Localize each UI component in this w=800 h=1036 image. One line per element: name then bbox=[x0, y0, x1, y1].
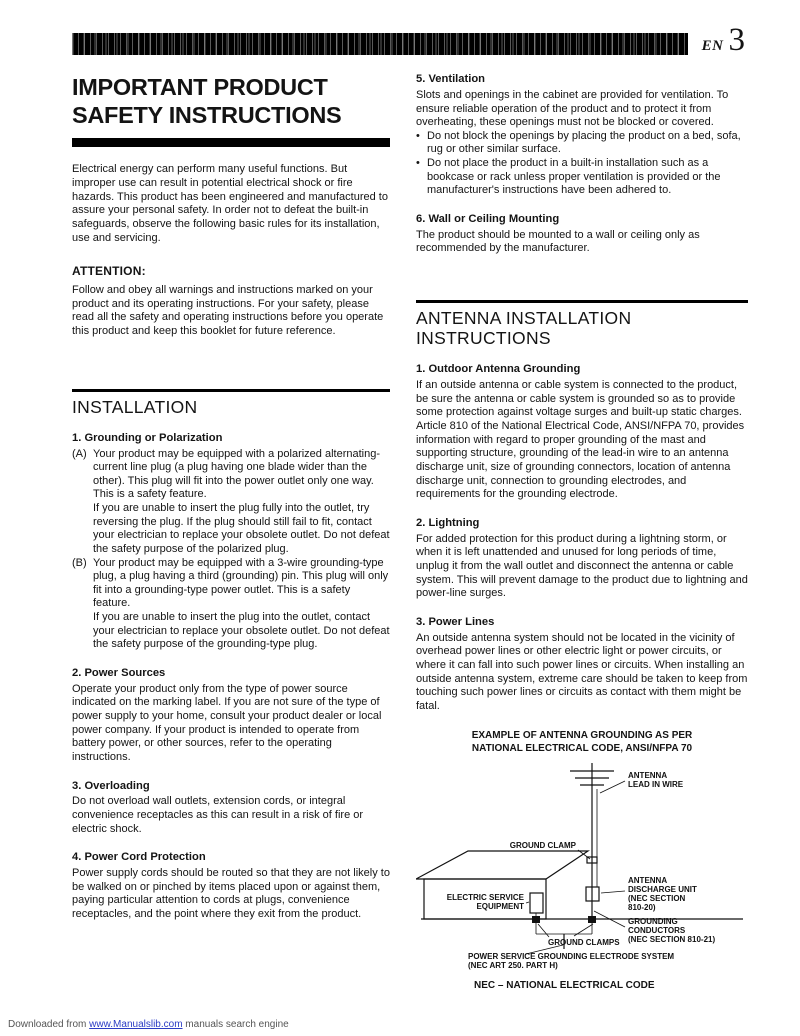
two-column-layout bbox=[72, 73, 748, 993]
section-heading-wall-mounting: 6. Wall or Ceiling Mounting bbox=[416, 212, 560, 225]
discharge-unit-label-line1: ANTENNA bbox=[628, 876, 668, 886]
antenna-heading-line2: INSTRUCTIONS bbox=[416, 328, 551, 349]
section-heading-grounding: 1. Grounding or Polarization bbox=[72, 431, 223, 444]
page-title-line2: SAFETY INSTRUCTIONS bbox=[72, 102, 342, 129]
antenna-section bbox=[416, 300, 748, 713]
diagram-caption bbox=[416, 729, 748, 755]
bullet-text: Do not block the openings by placing the product on a bed, sofa, rug or other similar surface. bbox=[427, 129, 741, 156]
page-number: 3 bbox=[728, 22, 745, 58]
section-heading-outdoor-grounding: 1. Outdoor Antenna Grounding bbox=[416, 363, 581, 376]
electric-service-label-line2: EQUIPMENT bbox=[476, 902, 524, 912]
list-item-b bbox=[72, 557, 390, 652]
grounding-conductors-label-line2: CONDUCTORS bbox=[628, 926, 686, 936]
discharge-unit-label-line4: 810-20) bbox=[628, 903, 656, 913]
list-item-a-body bbox=[93, 448, 390, 557]
right-column bbox=[416, 73, 748, 993]
section-paragraph: For added protection for this product during a lightning storm, or when it is left unattended and unused for long periods of time, unplug it from the wall outlet and disconnect the antenna or cable system. This will prevent damage to the product due to lightning and power-line surges. bbox=[416, 532, 748, 600]
list-marker-b: (B) bbox=[72, 556, 87, 569]
title-underline-bar bbox=[72, 138, 390, 147]
section-paragraph: If you are unable to insert the plug fully into the outlet, try reversing the plug. If the plug should still fail to fit, contact your electrician to replace your obsolete outlet. Do not defeat the safety purpose of the polarized plug. bbox=[93, 502, 390, 555]
ground-clamp-label: GROUND CLAMP bbox=[509, 841, 576, 851]
diagram-caption-line1: EXAMPLE OF ANTENNA GROUNDING AS PER bbox=[471, 730, 693, 742]
bullet-marker: • bbox=[416, 129, 420, 142]
discharge-unit-label-line2: DISCHARGE UNIT bbox=[628, 885, 697, 895]
manualslib-link[interactable]: www.Manualslib.com bbox=[89, 1019, 183, 1030]
bullet-text: Do not place the product in a built-in installation such as a bookcase or rack unless proper ventilation is provided or the manufacturer's instructions have been adhered to. bbox=[427, 157, 721, 197]
section-paragraph: Do not overload wall outlets, extension cords, or integral convenience receptacles as this can result in a risk of fire or electric shock. bbox=[72, 795, 364, 835]
nec-note: NEC – NATIONAL ELECTRICAL CODE bbox=[474, 980, 655, 992]
section-heading-lightning: 2. Lightning bbox=[416, 516, 480, 529]
section-paragraph: The product should be mounted to a wall or ceiling only as recommended by the manufacturer. bbox=[416, 228, 700, 255]
section-paragraph: Power supply cords should be routed so that they are not likely to be walked on or pinched by items placed upon or against them, paying particular attention to cords at plugs, convenience receptacles, and the point where they exit from the product. bbox=[72, 867, 390, 921]
attention-paragraph: Follow and obey all warnings and instructions marked on your product and its operating instructions. For your safety, please read all the safety and operating instructions before you operate this product and keep this booklet for future reference. bbox=[72, 284, 384, 337]
power-service-label-line2: (NEC ART 250. PART H) bbox=[468, 961, 558, 971]
antenna-mast bbox=[570, 763, 614, 919]
ground-clamp-right-box bbox=[588, 916, 596, 923]
discharge-unit-label-line3: (NEC SECTION bbox=[628, 894, 686, 904]
list-item-b-body bbox=[93, 557, 390, 652]
ground-clamp-left-box bbox=[532, 916, 540, 923]
page-title-line1: IMPORTANT PRODUCT bbox=[72, 74, 328, 100]
leader-lines bbox=[526, 781, 625, 954]
electric-service-label-line1: ELECTRIC SERVICE bbox=[446, 893, 524, 903]
bullet-item bbox=[416, 130, 748, 157]
grounding-conductors-label-line3: (NEC SECTION 810-21) bbox=[628, 935, 716, 945]
page-header bbox=[72, 22, 745, 58]
section-paragraph: Slots and openings in the cabinet are provided for ventilation. To ensure reliable operation of the product and to protect it from overheating, these openings must not be blocked or covered. bbox=[416, 88, 729, 129]
installation-section bbox=[72, 389, 390, 922]
attention-heading: ATTENTION: bbox=[72, 264, 146, 279]
section-paragraph: Your product may be equipped with a polarized alternating-current line plug (a plug having one blade wider than the other). This plug will fit into the power outlet only one way. This is a safety feature. bbox=[93, 447, 380, 501]
section-heading-overloading: 3. Overloading bbox=[72, 779, 150, 792]
left-column bbox=[72, 73, 390, 993]
section-heading-ventilation: 5. Ventilation bbox=[416, 73, 486, 85]
antenna-lead-label-line2: LEAD IN WIRE bbox=[628, 780, 684, 790]
list-marker-a: (A) bbox=[72, 447, 87, 460]
section-paragraph: An outside antenna system should not be located in the vicinity of overhead power lines or other electric light or power circuits, or where it can fall into such power lines or circuits. When installing an outside antenna system, extreme care should be taken to keep from touching such power lines or circuits as contact with them might be fatal. bbox=[416, 631, 748, 712]
section-paragraph: Operate your product only from the type of power source indicated on the marking label. If you are not sure of the type of power supply to your home, consult your product dealer or local power company. If your product is intended to operate from battery power, or other sources, refer to the operating instructions. bbox=[72, 682, 382, 763]
language-label: EN bbox=[701, 38, 724, 54]
power-service-label-line1: POWER SERVICE GROUNDING ELECTRODE SYSTEM bbox=[468, 952, 675, 962]
bullet-item bbox=[416, 157, 748, 198]
footer-prefix: Downloaded from bbox=[8, 1019, 90, 1030]
bullet-marker: • bbox=[416, 157, 420, 170]
list-item-a bbox=[72, 448, 390, 557]
antenna-heading-line1: ANTENNA INSTALLATION bbox=[416, 308, 632, 329]
antenna-grounding-diagram-block bbox=[416, 729, 748, 992]
section-heading-power-lines: 3. Power Lines bbox=[416, 615, 495, 628]
footer bbox=[8, 1019, 289, 1030]
section-heading-power-cord: 4. Power Cord Protection bbox=[72, 851, 206, 864]
ground-clamps-label: GROUND CLAMPS bbox=[548, 938, 620, 948]
header-barcode-bar bbox=[72, 33, 688, 55]
installation-heading: INSTALLATION bbox=[72, 389, 390, 417]
antenna-lead-label-line1: ANTENNA bbox=[628, 771, 668, 781]
diagram-caption-line2: NATIONAL ELECTRICAL CODE, ANSI/NFPA 70 bbox=[471, 743, 693, 755]
antenna-heading bbox=[416, 300, 748, 348]
service-equipment-box bbox=[530, 893, 543, 913]
footer-suffix: manuals search engine bbox=[182, 1019, 289, 1030]
grounding-conductors-label-line1: GROUNDING bbox=[628, 917, 678, 927]
intro-paragraph: Electrical energy can perform many useful functions. But improper use can result in potential electrical shock or fire hazards. This product has been engineered and manufactured to assure your personal safety. In order not to defeat the built-in safeguards, observe the following basic rules for its installation, use and servicing. bbox=[72, 163, 388, 244]
page-title bbox=[72, 73, 390, 129]
section-paragraph: If an outside antenna or cable system is connected to the product, be sure the antenna or cable system is grounded so as to provide some protection against voltage surges and built-up static charges. Article 810 of the National Electrical Code, ANSI/NFPA 70, provides information with regard to proper grounding of the mast and supporting structure, grounding of the lead-in wire to an antenna discharge unit, size of grounding connectors, location of antenna discharge unit, connection to grounding electrodes, and requirements for the grounding electrode. bbox=[416, 379, 745, 501]
antenna-grounding-diagram bbox=[416, 759, 748, 974]
section-paragraph: Your product may be equipped with a 3-wire grounding-type plug, a plug having a third (grounding) pin. This plug will only fit into a grounding-type power outlet. This is a safety feature. bbox=[93, 556, 389, 610]
section-heading-power-sources: 2. Power Sources bbox=[72, 666, 166, 679]
section-paragraph: If you are unable to insert the plug into the outlet, contact your electrician to replace your obsolete outlet. Do not defeat the safety purpose of the grounding-type plug. bbox=[93, 611, 390, 651]
page-id bbox=[701, 22, 745, 58]
